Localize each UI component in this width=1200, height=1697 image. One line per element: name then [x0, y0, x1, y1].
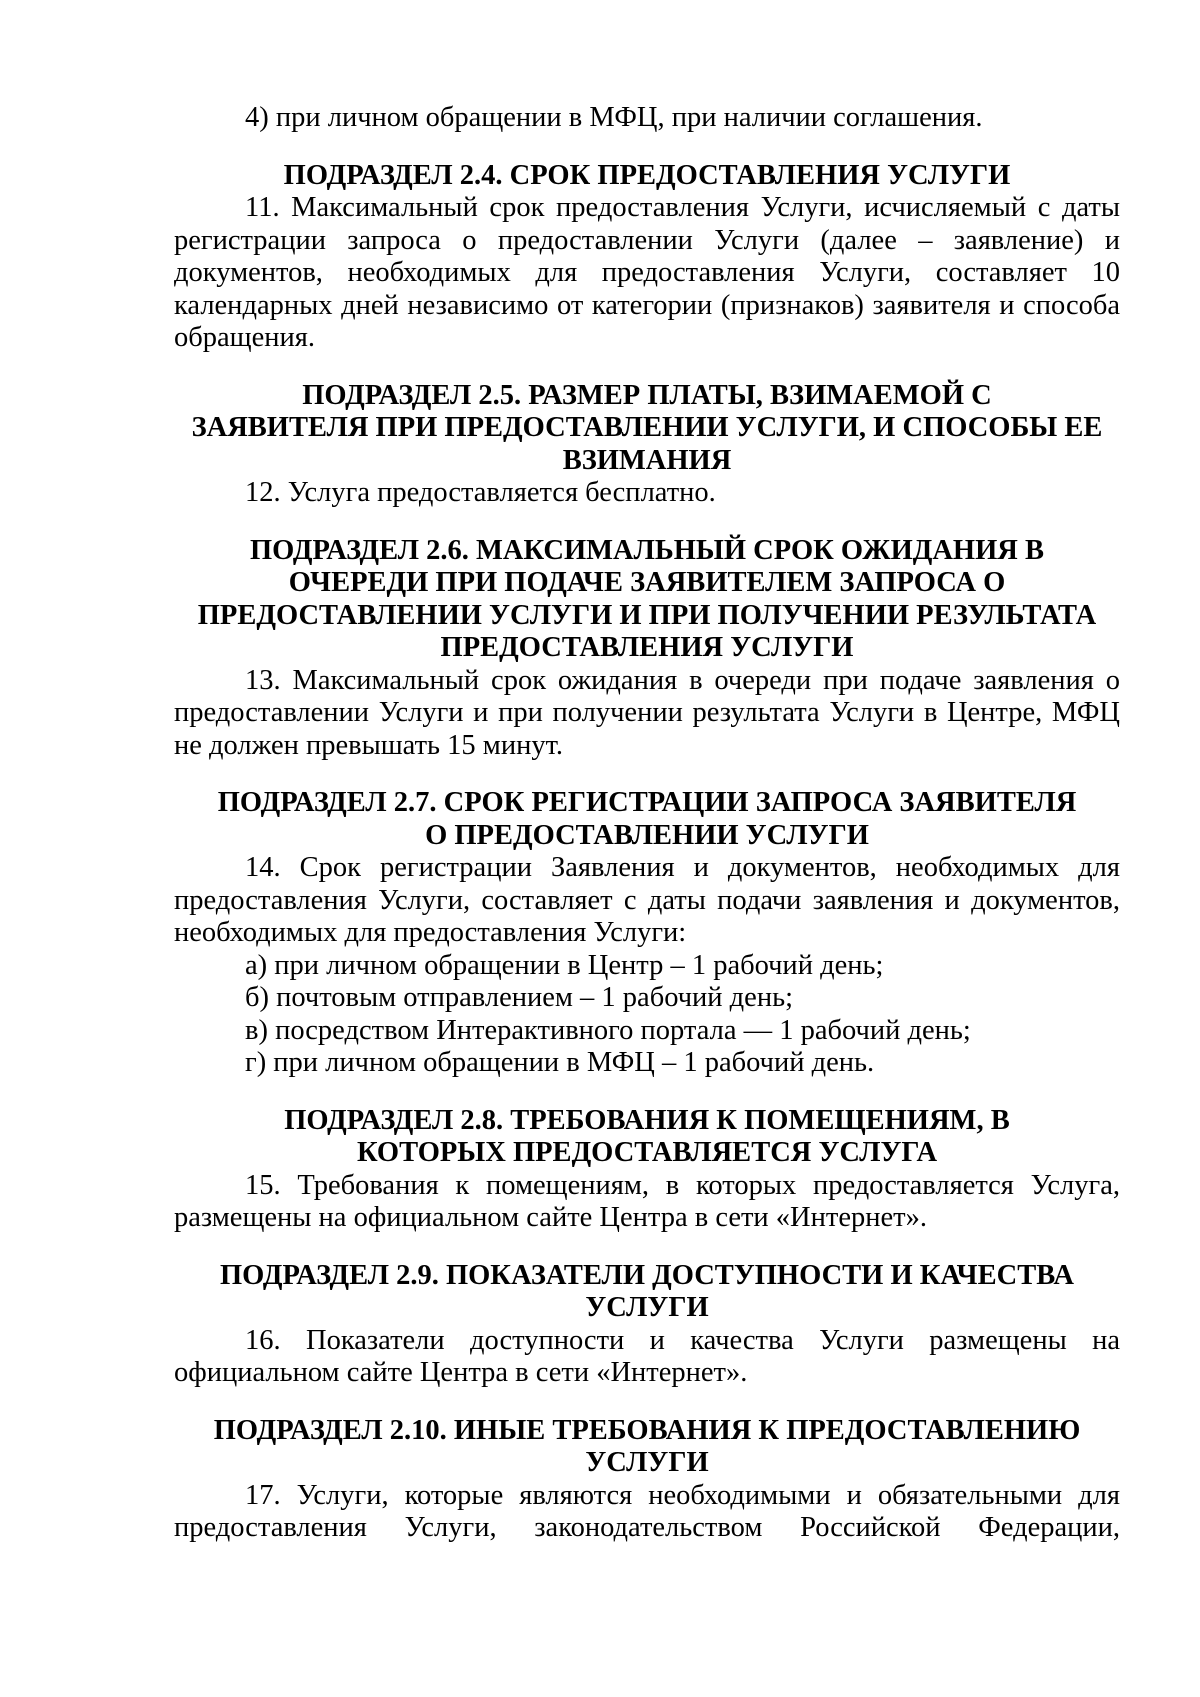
section-heading: ПОДРАЗДЕЛ 2.5. РАЗМЕР ПЛАТЫ, ВЗИМАЕМОЙ С	[302, 379, 992, 411]
section-heading: ПРЕДОСТАВЛЕНИИ УСЛУГИ И ПРИ ПОЛУЧЕНИИ РЕЗУЛЬТАТА	[197, 599, 1097, 631]
list-item: а) при личном обращении в Центр – 1 рабочий день;	[245, 949, 884, 981]
paragraph-line: предоставления Услуги, составляет с даты подачи заявления и документов,	[174, 884, 1120, 916]
section-heading: О ПРЕДОСТАВЛЕНИИ УСЛУГИ	[425, 819, 869, 851]
section-heading: ПОДРАЗДЕЛ 2.9. ПОКАЗАТЕЛИ ДОСТУПНОСТИ И КАЧЕСТВА	[220, 1259, 1074, 1291]
paragraph-line: календарных дней независимо от категории (признаков) заявителя и способа	[174, 289, 1120, 321]
section-2-6	[174, 535, 1120, 763]
section-2-4	[174, 160, 1120, 355]
paragraph-line: обращения.	[174, 322, 315, 353]
list-item: в) посредством Интерактивного портала — 1 рабочий день;	[245, 1014, 971, 1046]
section-heading: ВЗИМАНИЯ	[562, 444, 732, 476]
section-2-7	[174, 787, 1120, 1080]
section-heading: ЗАЯВИТЕЛЯ ПРИ ПРЕДОСТАВЛЕНИИ УСЛУГИ, И СПОСОБЫ ЕЕ	[191, 412, 1103, 443]
paragraph-line: 15. Требования к помещениям, в которых предоставляется Услуга,	[245, 1169, 1120, 1201]
intro-line: 4) при личном обращении в МФЦ, при наличии соглашения.	[245, 102, 983, 133]
section-heading: ПРЕДОСТАВЛЕНИЯ УСЛУГИ	[440, 632, 854, 663]
paragraph-line: предоставления Услуги, законодательством Российской Федерации,	[174, 1512, 1120, 1543]
section-heading: УСЛУГИ	[585, 1447, 709, 1478]
paragraph-line: необходимых для предоставления Услуги:	[174, 917, 687, 948]
paragraph-line: 16. Показатели доступности и качества Услуги размещены на	[245, 1324, 1120, 1356]
paragraph-line: 17. Услуги, которые являются необходимыми и обязательными для	[245, 1479, 1120, 1511]
section-heading: ПОДРАЗДЕЛ 2.6. МАКСИМАЛЬНЫЙ СРОК ОЖИДАНИЯ В	[250, 534, 1044, 566]
list-item: г) при личном обращении в МФЦ – 1 рабочий день.	[245, 1047, 875, 1078]
section-heading: ПОДРАЗДЕЛ 2.10. ИНЫЕ ТРЕБОВАНИЯ К ПРЕДОСТАВЛЕНИЮ	[213, 1414, 1081, 1446]
paragraph-line: 12. Услуга предоставляется бесплатно.	[245, 477, 716, 508]
paragraph-line: 14. Срок регистрации Заявления и документов, необходимых для	[245, 852, 1120, 883]
section-heading: ОЧЕРЕДИ ПРИ ПОДАЧЕ ЗАЯВИТЕЛЕМ ЗАПРОСА О	[288, 567, 1006, 598]
paragraph-line: документов, необходимых для предоставления Услуги, составляет 10	[174, 257, 1120, 288]
section-2-9	[174, 1260, 1120, 1390]
paragraph-line: официальном сайте Центра в сети «Интернет».	[174, 1357, 748, 1388]
paragraph-line: не должен превышать 15 минут.	[174, 729, 564, 761]
list-item: б) почтовым отправлением – 1 рабочий день;	[245, 982, 793, 1013]
paragraph-line: предоставлении Услуги и при получении результата Услуги в Центре, МФЦ	[174, 697, 1120, 728]
section-heading: ПОДРАЗДЕЛ 2.4. СРОК ПРЕДОСТАВЛЕНИЯ УСЛУГИ	[283, 159, 1011, 191]
paragraph-line: 11. Максимальный срок предоставления Услуги, исчисляемый с даты	[245, 192, 1120, 223]
section-heading: КОТОРЫХ ПРЕДОСТАВЛЯЕТСЯ УСЛУГА	[356, 1137, 938, 1168]
section-heading: ПОДРАЗДЕЛ 2.8. ТРЕБОВАНИЯ К ПОМЕЩЕНИЯМ, В	[284, 1104, 1010, 1136]
section-2-5	[174, 380, 1120, 510]
paragraph-line: 13. Максимальный срок ожидания в очереди при подаче заявления о	[245, 664, 1120, 696]
paragraph-line: размещены на официальном сайте Центра в сети «Интернет».	[174, 1202, 927, 1233]
section-heading: ПОДРАЗДЕЛ 2.7. СРОК РЕГИСТРАЦИИ ЗАПРОСА ЗАЯВИТЕЛЯ	[217, 787, 1077, 818]
section-2-8	[174, 1105, 1120, 1235]
section-heading: УСЛУГИ	[585, 1292, 709, 1323]
section-2-10	[174, 1415, 1120, 1545]
paragraph-line: регистрации запроса о предоставлении Услуги (далее – заявление) и	[174, 224, 1120, 256]
document-page	[174, 102, 1120, 1545]
